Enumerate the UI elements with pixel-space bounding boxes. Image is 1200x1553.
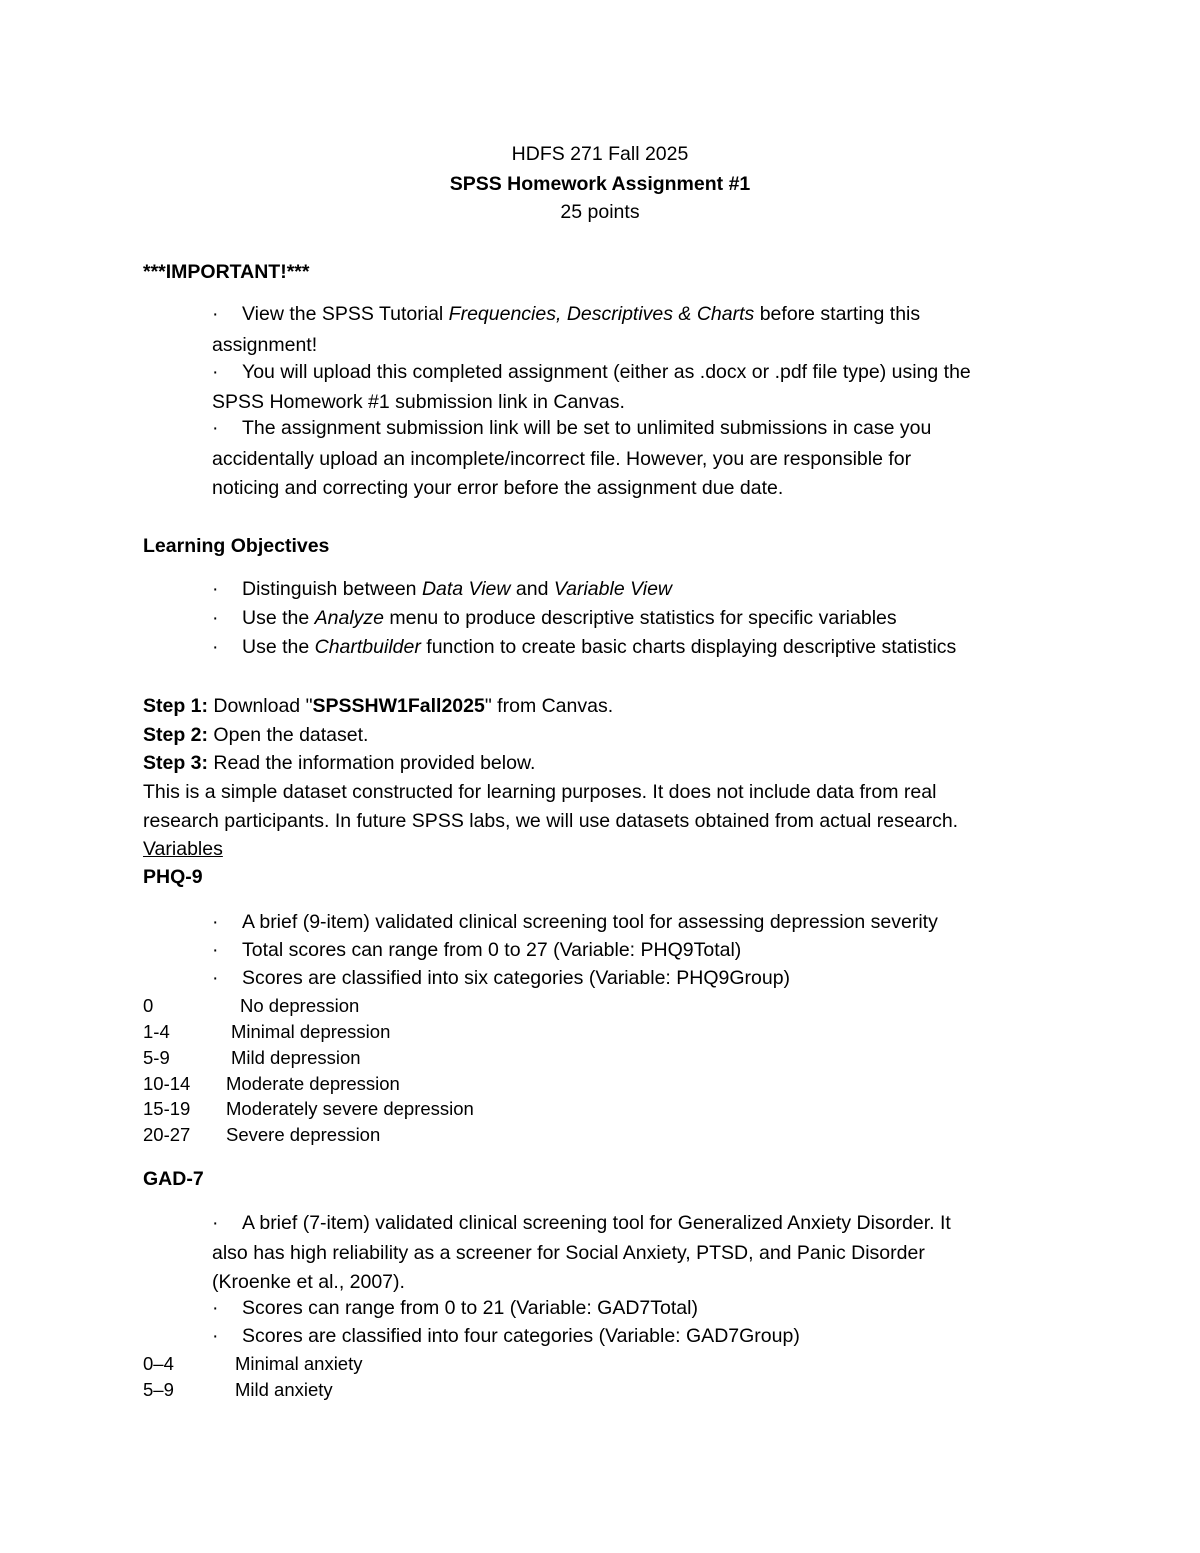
step-3: Step 3: Read the information provided below. [143, 752, 536, 774]
bullet: · [212, 939, 219, 961]
bullet: · [212, 1212, 219, 1234]
info-line-2: research participants. In future SPSS labs, we will use datasets obtained from actual research. [143, 810, 959, 832]
bullet: · [212, 578, 219, 600]
variables-heading: Variables [143, 838, 223, 860]
gad7-bullet-1-cont: also has high reliability as a screener for Social Anxiety, PTSD, and Panic Disorder [212, 1242, 925, 1264]
important-item-1-cont: assignment! [212, 334, 318, 356]
gad7-heading: GAD-7 [143, 1168, 204, 1190]
document-page: HDFS 271 Fall 2025 SPSS Homework Assignment #1 25 points ***IMPORTANT!*** · View the SPSS Tutorial Frequencies, Descriptives & Charts before starting this assignment! · You will upload this completed assignment (either as .docx or .pdf file type) using the SPSS Homework #1 submission link in Canvas. · The assignment submission link will be set to unlimited submissions in case you accidentally upload an incomplete/incorrect file. However, you are responsible for noticing and correcting your error before the assignment due date. Learning Objectives · Distinguish between Data View and Variable View · Use the Analyze menu to produce descriptive statistics for specific variables · Use the Chartbuilder function to create basic charts displaying descriptive statistics Step 1: Download "SPSSHW1Fall2025" from Canvas. Step 2: Open the dataset. Step 3: Read the information provided below. This is a simple dataset constructed for learning purposes. It does not include data from real research participants. In future SPSS labs, we will use datasets obtained from actual research. Variables PHQ-9 · A brief (9-item) validated clinical screening tool for assessing depression severity · Total scores can range from 0 to 27 (Variable: PHQ9Total) · Scores are classified into six categories (Variable: PHQ9Group) 0 No depression 1-4 Minimal depression 5-9 Mild depression 10-14 Moderate depression 15-19 Moderately severe depression 20-27 Severe depression GAD-7 · A brief (7-item) validated clinical screening tool for Generalized Anxiety Disorder. It also has high reliability as a screener for Social Anxiety, PTSD, and Panic Disorder (Kroenke et al., 2007). · Scores can range from 0 to 21 (Variable: GAD7Total) · Scores are classified into four categories (Variable: GAD7Group) 0–4 Minimal anxiety 5–9 Mild anxiety [0, 0, 1200, 1553]
bullet: · [212, 607, 219, 629]
bullet: · [212, 967, 219, 989]
bullet: · [212, 1325, 219, 1347]
bullet: · [212, 417, 219, 439]
bullet: · [212, 636, 219, 658]
bullet: · [212, 1297, 219, 1319]
bullet: · [212, 911, 219, 933]
info-line-1: This is a simple dataset constructed for learning purposes. It does not include data from real [143, 781, 937, 803]
assignment-title: SPSS Homework Assignment #1 [449, 173, 751, 195]
important-item-3-cont: accidentally upload an incomplete/incorrect file. However, you are responsible for [212, 448, 912, 470]
step-2: Step 2: Open the dataset. [143, 724, 369, 746]
important-item-2-cont: SPSS Homework #1 submission link in Canvas. [212, 391, 625, 413]
step-1: Step 1: Download "SPSSHW1Fall2025" from Canvas. [143, 695, 614, 717]
points: 25 points [560, 201, 640, 223]
bullet: · [212, 361, 219, 383]
gad7-bullet-1-cont2: (Kroenke et al., 2007). [212, 1271, 405, 1293]
course-title: HDFS 271 Fall 2025 [511, 143, 689, 165]
important-item-3-cont2: noticing and correcting your error before the assignment due date. [212, 477, 784, 499]
important-heading: ***IMPORTANT!*** [143, 261, 310, 283]
objectives-heading: Learning Objectives [143, 535, 330, 557]
bullet: · [212, 303, 219, 325]
phq9-heading: PHQ-9 [143, 866, 203, 888]
